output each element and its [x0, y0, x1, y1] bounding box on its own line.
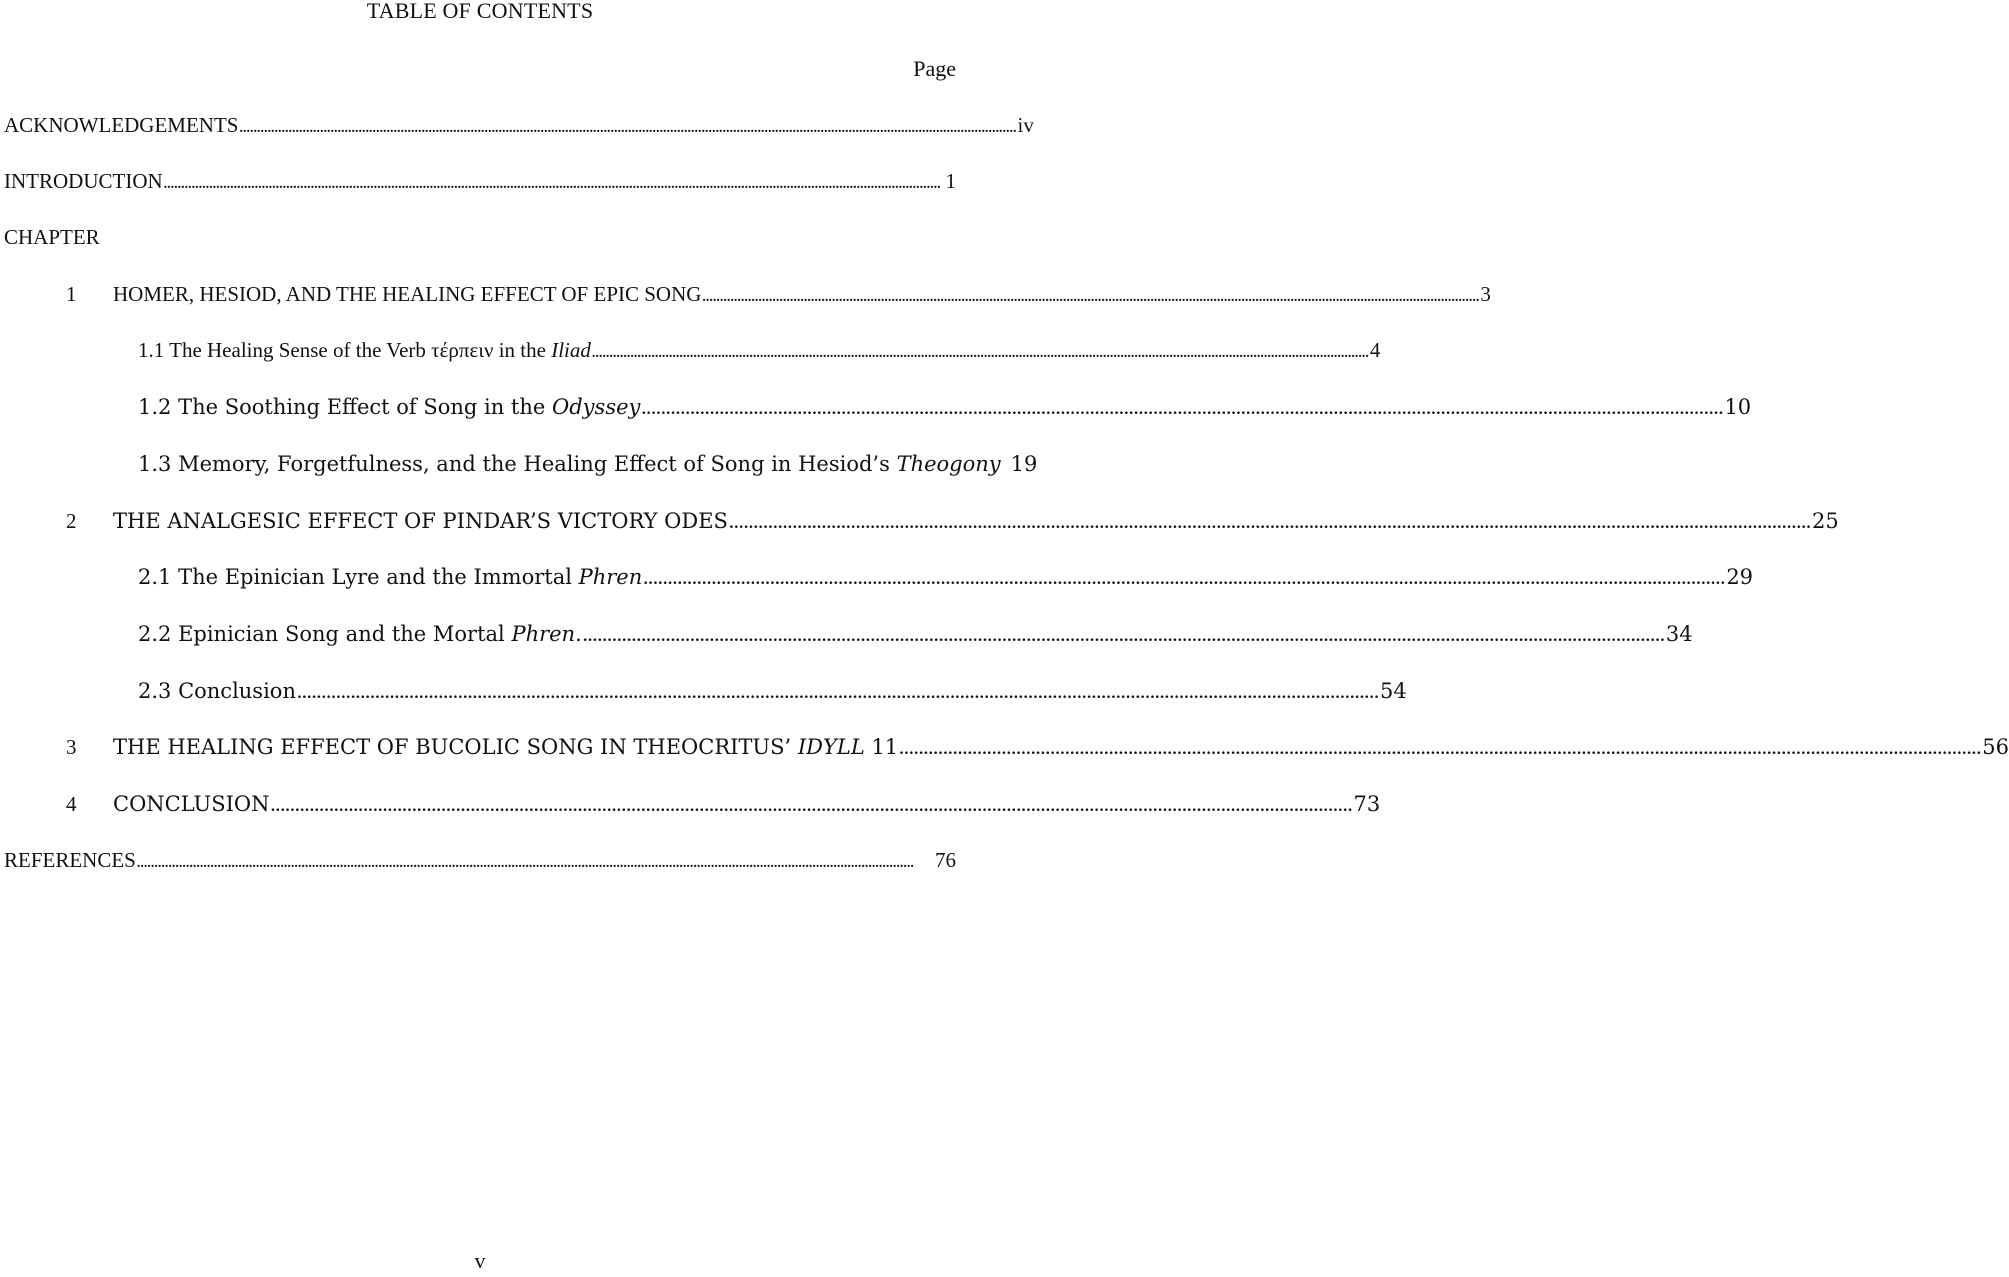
entry-page: 19	[1010, 452, 1038, 476]
toc-entry-acknowledgements[interactable]	[0, 110, 1034, 140]
leader-dots: ..............................................................................................................................................................................................................................	[582, 629, 1665, 645]
toc-entry-chapter-3[interactable]	[0, 732, 2009, 762]
toc-entry-chapter-1[interactable]	[0, 279, 1491, 309]
toc-entry-chapter-2[interactable]	[0, 506, 1839, 536]
toc-entry-section-2-1[interactable]	[0, 562, 1754, 592]
entry-page: 4	[1369, 338, 1381, 362]
entry-page: 10	[1724, 395, 1752, 419]
entry-title: 2.1 The Epinician Lyre and the Immortal Phren	[138, 565, 643, 589]
entry-title: THE ANALGESIC EFFECT OF PINDAR’S VICTORY ODES	[113, 509, 728, 533]
entry-page: 73	[1353, 792, 1381, 816]
chapter-number: 2	[66, 509, 77, 533]
toc-entry-introduction[interactable]	[0, 166, 960, 196]
leader-dots: ..............................................................................................................................................................................................................................	[728, 516, 1811, 532]
leader-dots: ..............................................................................................................................................................................................................................	[641, 402, 1724, 418]
entry-title: CONCLUSION	[113, 792, 270, 816]
entry-page: 76	[935, 848, 956, 872]
toc-entry-references[interactable]	[0, 845, 960, 875]
entry-title: HOMER, HESIOD, AND THE HEALING EFFECT OF EPIC SONG	[113, 282, 702, 306]
entry-page: 56	[1982, 735, 2009, 759]
leader-dots: ..............................................................................................................................................................................................................................	[643, 572, 1726, 588]
entry-page: 3	[1480, 282, 1491, 306]
entry-page: iv	[1017, 113, 1034, 137]
toc-entry-section-2-2[interactable]	[0, 619, 1693, 649]
leader-dots: ..............................................................................................................................................................................................................................	[270, 799, 1353, 815]
leader-dots: ..............................................................................................................................................................................................................................	[899, 742, 1982, 758]
entry-title: 1.2 The Soothing Effect of Song in the Odyssey	[138, 395, 641, 419]
entry-title: 2.3 Conclusion	[138, 679, 296, 703]
toc-entry-section-1-2[interactable]	[0, 392, 1752, 422]
leader-dots: ..............................................................................................................................................................................................................................	[296, 686, 1380, 702]
toc-entry-chapter-4[interactable]	[0, 789, 1381, 819]
leader-dots: ..............................................................................................................................................................................................................................	[163, 177, 941, 192]
entry-title: 2.2 Epinician Song and the Mortal Phren.	[138, 622, 582, 646]
entry-title: 1.1 The Healing Sense of the Verb τέρπειν in the Iliad	[138, 338, 591, 362]
page-column-label: Page	[913, 56, 956, 81]
entry-page: 1	[945, 169, 956, 193]
leader-dots: ..............................................................................................................................................................................................................................	[136, 856, 914, 871]
entry-title: INTRODUCTION	[4, 169, 163, 193]
entry-page: 25	[1812, 509, 1839, 533]
chapter-number: 3	[66, 735, 77, 759]
toc-entry-section-1-1[interactable]	[0, 335, 1381, 365]
chapter-label: CHAPTER	[4, 225, 100, 249]
chapter-number: 4	[66, 792, 77, 816]
leader-dots: ..............................................................................................................................................................................................................................	[702, 290, 1480, 305]
entry-page: 54	[1380, 679, 1407, 703]
entry-title: 1.3 Memory, Forgetfulness, and the Healing Effect of Song in Hesiod’s Theogony	[138, 452, 1001, 476]
entry-title: ACKNOWLEDGEMENTS	[4, 113, 239, 137]
entry-page: 29	[1726, 565, 1754, 589]
leader-dots: ..............................................................................................................................................................................................................................	[591, 346, 1369, 361]
toc-entry-section-1-3[interactable]	[0, 449, 1038, 479]
page-title: TABLE OF CONTENTS	[366, 0, 594, 23]
page-number: v	[474, 1248, 486, 1273]
toc-entry-section-2-3[interactable]	[0, 676, 1407, 706]
entry-title: THE HEALING EFFECT OF BUCOLIC SONG IN THEOCRITUS’ IDYLL 11	[113, 735, 899, 759]
leader-dots: ..............................................................................................................................................................................................................................	[239, 121, 1017, 136]
entry-page: 34	[1665, 622, 1693, 646]
chapter-number: 1	[66, 282, 77, 306]
entry-title: REFERENCES	[4, 848, 136, 872]
